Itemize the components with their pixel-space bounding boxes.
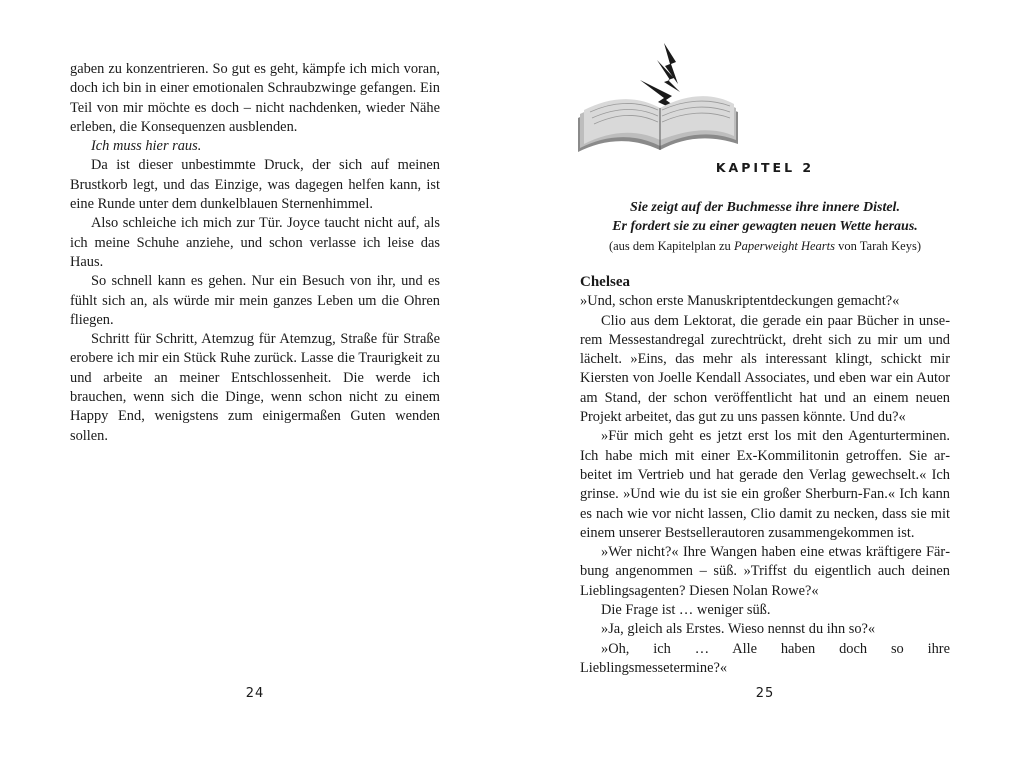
- right-page-body: [580, 273, 950, 678]
- paragraph: gaben zu konzentrieren. So gut es geht, kämpfe ich mich voran, doch ich bin in einer emotionalen Schraubzwinge gefangen. Ein Teil von mir möchte es doch – nicht nachdenken, wieder Nähe erleben, die Konsequenzen ausblenden.: [70, 61, 440, 135]
- chapter-title: KAPITEL 2: [715, 160, 815, 175]
- paragraph: »Oh, ich … Alle haben doch so ihre Lieblingsmessetermine?«: [580, 640, 950, 676]
- paragraph: Die Frage ist … weniger süß.: [601, 602, 771, 619]
- chapter-source: [580, 238, 950, 255]
- paragraph: So schnell kann es gehen. Nur ein Besuch von ihr, und es fühlt sich an, als würde mir mein ganzes Leben um die Ohren fliegen.: [70, 273, 440, 328]
- summary-line: Sie zeigt auf der Buchmesse ihre innere Distel.: [630, 200, 900, 215]
- page-number: 24: [245, 686, 265, 701]
- paragraph: Schritt für Schritt, Atemzug für Atemzug, Straße für Straße erobere ich mir ein Stück Ruhe zurück. Lasse die Traurigkeit zu und arbeite an meiner Entschlossenheit. Die werde ich brauchen, wenn sich die Dinge, wenn schon nicht zu einem Happy End, wenigstens zum einigermaßen Guten wenden sollen.: [70, 331, 440, 444]
- left-page: [70, 0, 440, 784]
- page-number: 25: [755, 686, 775, 701]
- right-page: [580, 0, 950, 784]
- chapter-summary: [580, 198, 950, 236]
- source-title: Paperweight Hearts: [733, 239, 835, 253]
- paragraph: »Wer nicht?« Ihre Wangen haben eine etwas kräftigere Färbung angenommen – süß. »Triffst du eigentlich auch deinen Lieblingsagenten? Diesen Nolan Rowe?«: [580, 544, 950, 599]
- paragraph: »Ja, gleich als Erstes. Wieso nennst du ihn so?«: [601, 621, 876, 638]
- left-page-body: [70, 60, 440, 446]
- paragraph: »Für mich geht es jetzt erst los mit den Agenturterminen. Ich habe mich mit einer Ex-Kommilitonin getroffen. Sie arbeitet im Vertrieb und hat gerade den Verlag gewechselt.« Ich grinse. »Und wie du ist sie ein großer Sherburn-Fan.« Ich kann es nach wie vor nicht lassen, Clio damit zu necken, dass sie mit einem unserer Bestsellerautoren zusammengekommen ist.: [580, 428, 950, 541]
- paragraph: Ich muss hier raus.: [91, 138, 202, 155]
- paragraph: Clio aus dem Lektorat, die gerade ein paar Bücher in unserem Messestandregal zurechtrückt, dreht sich zu mir um und lächelt. »Eins, das mehr als interessant klingt, schickt mir Kiersten von Joelle Kendall Associates, und eben war ein Autor am Stand, der schon veröffentlicht hat und an einem neuen Projekt arbeitet, das gut zu uns passen könnte. Und du?«: [580, 312, 950, 426]
- speaker-heading: Chelsea: [580, 274, 630, 290]
- open-book-with-lightning-illustration: [572, 40, 742, 158]
- source-suffix: von Tarah Keys): [834, 239, 922, 253]
- paragraph: Also schleiche ich mich zur Tür. Joyce taucht nicht auf, als ich meine Schuhe anziehe, und schon verlasse ich leise das Haus.: [70, 215, 440, 270]
- paragraph: Da ist dieser unbestimmte Druck, der sich auf meinen Brustkorb legt, und das Einzige, was dagegen helfen kann, ist eine Runde unter dem dunkelblauen Sternenhimmel.: [70, 157, 440, 213]
- summary-line: Er fordert sie zu einer gewagten neuen Wette heraus.: [612, 219, 918, 234]
- paragraph: »Und, schon erste Manuskriptentdeckungen gemacht?«: [580, 293, 900, 310]
- source-prefix: (aus dem Kapitelplan zu: [608, 239, 734, 253]
